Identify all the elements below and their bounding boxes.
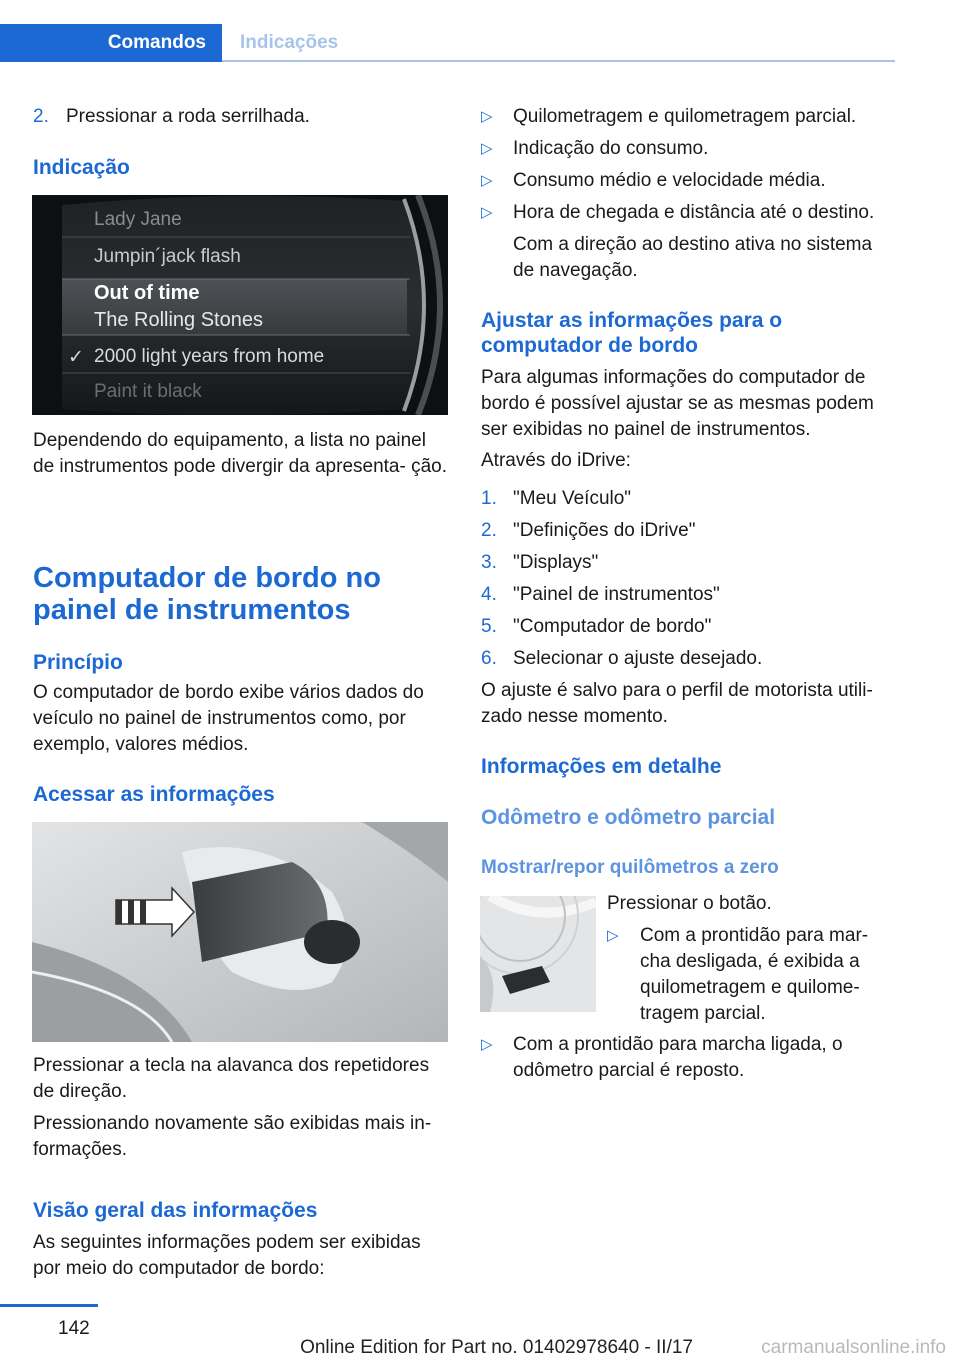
bullet-triangle-icon: ▷ xyxy=(481,140,493,157)
step-text: Selecionar o ajuste desejado. xyxy=(513,648,763,669)
idrive-intro: Através do iDrive: xyxy=(481,450,631,471)
sub-bullet-text: Com a prontidão para mar‐ cha desligada, é exibida a quilometragem e quilome‐ tragem parcial. xyxy=(640,925,869,1024)
bullet-item: Quilometragem e quilometragem parcial. xyxy=(513,106,857,127)
bullet-item: Indicação do consumo. xyxy=(513,138,709,159)
instrument-display-image xyxy=(32,195,448,415)
bullet-triangle-icon: ▷ xyxy=(481,108,493,125)
page-number-rule xyxy=(0,1304,98,1307)
acessar-heading: Acessar as informações xyxy=(33,783,275,806)
section-title-line-1: Computador de bordo no xyxy=(33,562,381,594)
step-text: "Definições do iDrive" xyxy=(513,520,696,541)
step-text: "Meu Veículo" xyxy=(513,488,632,509)
page-number: 142 xyxy=(58,1318,90,1339)
odometer-reset-button-image xyxy=(480,896,596,1012)
bullet-item: Consumo médio e velocidade média. xyxy=(513,170,826,191)
step-number: 3. xyxy=(481,552,497,573)
ajustar-heading-line-1: Ajustar as informações para o xyxy=(481,309,783,332)
indicacao-heading: Indicação xyxy=(33,156,130,179)
bullet-triangle-icon: ▷ xyxy=(481,1036,493,1053)
visao-text: As seguintes informações podem ser exibidas por meio do computador de bordo: xyxy=(33,1232,421,1279)
bullet-triangle-icon: ▷ xyxy=(481,204,493,221)
step-number: 2. xyxy=(481,520,497,541)
lever-caption-2: Pressionando novamente são exibidas mais in‐ formações. xyxy=(33,1113,432,1160)
display-caption: Dependendo do equipamento, a lista no painel de instrumentos pode divergir da apresenta‐ ção. xyxy=(33,430,448,477)
ajustar-text: Para algumas informações do computador de bordo é possível ajustar se as mesmas podem ser exibidas no painel de instrumentos. xyxy=(481,367,874,440)
header-tabs xyxy=(0,24,895,62)
bullet-triangle-icon: ▷ xyxy=(607,927,619,944)
turn-signal-lever-image xyxy=(32,822,448,1042)
mostrar-heading: Mostrar/repor quilômetros a zero xyxy=(481,857,779,878)
display-line-3: Out of time xyxy=(94,282,200,304)
display-line-6: Paint it black xyxy=(94,381,202,402)
step-text: "Painel de instrumentos" xyxy=(513,584,720,605)
step-number: 6. xyxy=(481,648,497,669)
display-line-5: 2000 light years from home xyxy=(94,346,325,367)
lever-caption-1: Pressionar a tecla na alavanca dos repetidores de direção. xyxy=(33,1055,430,1102)
section-title-line-2: painel de instrumentos xyxy=(33,594,351,626)
edition-text: Online Edition for Part no. 01402978640 - II/17 xyxy=(300,1337,693,1358)
step-number: 1. xyxy=(481,488,497,509)
watermark: carmanualsonline.info xyxy=(761,1337,946,1358)
bullet-note: Com a direção ao destino ativa no sistema de navegação. xyxy=(513,234,873,281)
step-text: "Displays" xyxy=(513,552,599,573)
bullet-triangle-icon: ▷ xyxy=(481,172,493,189)
step-number: 2. xyxy=(33,106,49,127)
saved-text: O ajuste é salvo para o perfil de motorista utili‐ zado nesse momento. xyxy=(481,680,873,727)
press-button-text: Pressionar o botão. xyxy=(607,893,772,914)
check-icon: ✓ xyxy=(68,347,84,368)
tab-underline xyxy=(222,60,895,62)
tab-comandos[interactable]: Comandos xyxy=(0,24,222,62)
display-line-2: Jumpin´jack flash xyxy=(94,246,241,267)
step-number: 4. xyxy=(481,584,497,605)
detalhe-heading: Informações em detalhe xyxy=(481,755,722,778)
bullet-item: Hora de chegada e distância até o destino. xyxy=(513,202,875,223)
last-bullet-text: Com a prontidão para marcha ligada, o odômetro parcial é reposto. xyxy=(513,1034,843,1081)
ajustar-heading-line-2: computador de bordo xyxy=(481,334,698,357)
odometro-heading: Odômetro e odômetro parcial xyxy=(481,806,776,829)
tab-indicacoes[interactable]: Indicações xyxy=(240,32,339,53)
step-text: "Computador de bordo" xyxy=(513,616,712,637)
principio-heading: Princípio xyxy=(33,651,123,674)
step-number: 5. xyxy=(481,616,497,637)
principio-text: O computador de bordo exibe vários dados do veículo no painel de instrumentos como, por exemplo, valores médios. xyxy=(33,682,424,755)
visao-heading: Visão geral das informações xyxy=(33,1199,318,1222)
display-line-1: Lady Jane xyxy=(94,209,182,230)
step-text: Pressionar a roda serrilhada. xyxy=(66,106,310,127)
display-line-4: The Rolling Stones xyxy=(94,309,263,331)
